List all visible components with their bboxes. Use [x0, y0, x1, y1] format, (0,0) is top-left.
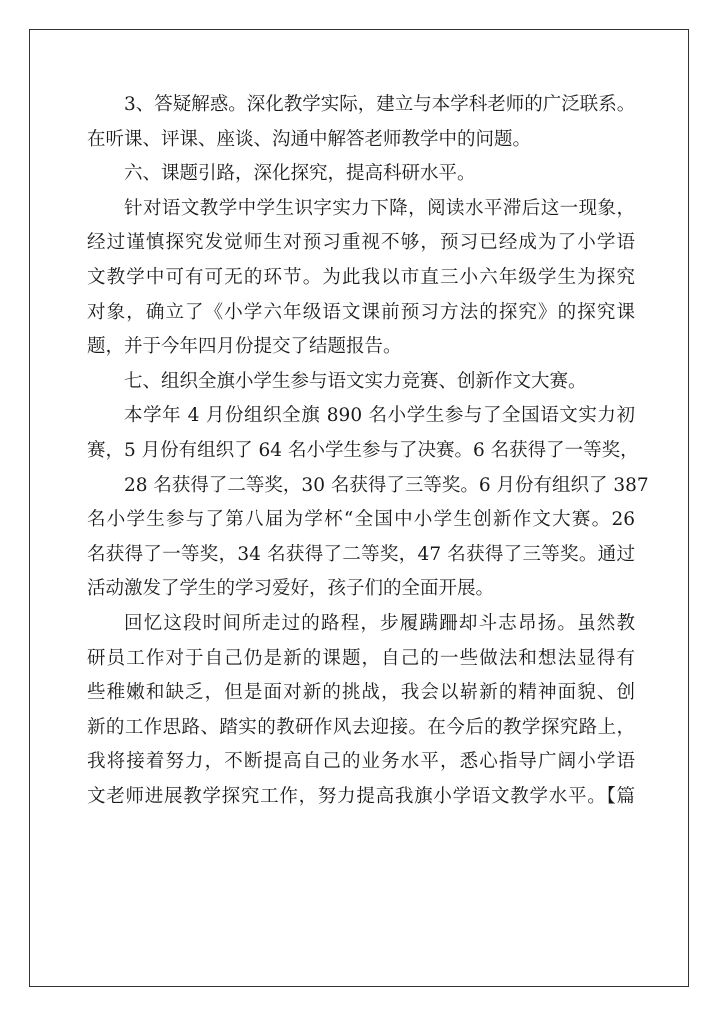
text-line: 七、组织全旗小学生参与语文实力竞赛、创新作文大赛。: [124, 370, 587, 392]
text-line: 活动激发了学生的学习爱好，孩子们的全面开展。: [87, 578, 495, 600]
document-body: [87, 88, 649, 814]
text-line: 本学年 4 月份组织全旗 890 名小学生参与了全国语文实力初: [124, 405, 635, 427]
text-line: 名小学生参与了第八届为学杯“全国中小学生创新作文大赛。26: [87, 509, 635, 531]
text-line: 六、课题引路，深化探究，提高科研水平。: [124, 163, 476, 185]
text-line: 针对语文教学中学生识字实力下降，阅读水平滞后这一现象，: [124, 197, 635, 219]
text-line: 对象，确立了《小学六年级语文课前预习方法的探究》的探究课: [87, 301, 635, 323]
text-line: 文教学中可有可无的环节。为此我以市直三小六年级学生为探究: [87, 266, 635, 288]
text-line: 回忆这段时间所走过的路程，步履蹒跚却斗志昂扬。虽然教: [124, 612, 635, 634]
text-line: 赛，5 月份有组织了 64 名小学生参与了决赛。6 名获得了一等奖，: [87, 439, 639, 461]
text-line: 些稚嫩和缺乏，但是面对新的挑战，我会以崭新的精神面貌、创: [87, 682, 635, 704]
text-line: 我将接着努力，不断提高自己的业务水平，悉心指导广阔小学语: [87, 751, 635, 773]
text-line: 经过谨慎探究发觉师生对预习重视不够，预习已经成为了小学语: [87, 232, 635, 254]
text-line: 3、答疑解惑。深化教学实际，建立与本学科老师的广泛联系。: [124, 94, 636, 115]
text-line: 文老师进展教学探究工作，努力提高我旗小学语文教学水平。【篇: [87, 785, 635, 807]
text-line: 新的工作思路、踏实的教研作风去迎接。在今后的教学探究路上，: [87, 716, 635, 738]
text-line: 在听课、评课、座谈、沟通中解答老师教学中的问题。: [87, 128, 532, 150]
text-line: 28 名获得了二等奖，30 名获得了三等奖。6 月份有组织了 387: [124, 474, 649, 496]
text-line: 名获得了一等奖，34 名获得了二等奖，47 名获得了三等奖。通过: [87, 543, 635, 565]
text-line: 题，并于今年四月份提交了结题报告。: [87, 336, 402, 358]
text-line: 研员工作对于自己仍是新的课题，自己的一些做法和想法显得有: [87, 647, 635, 669]
